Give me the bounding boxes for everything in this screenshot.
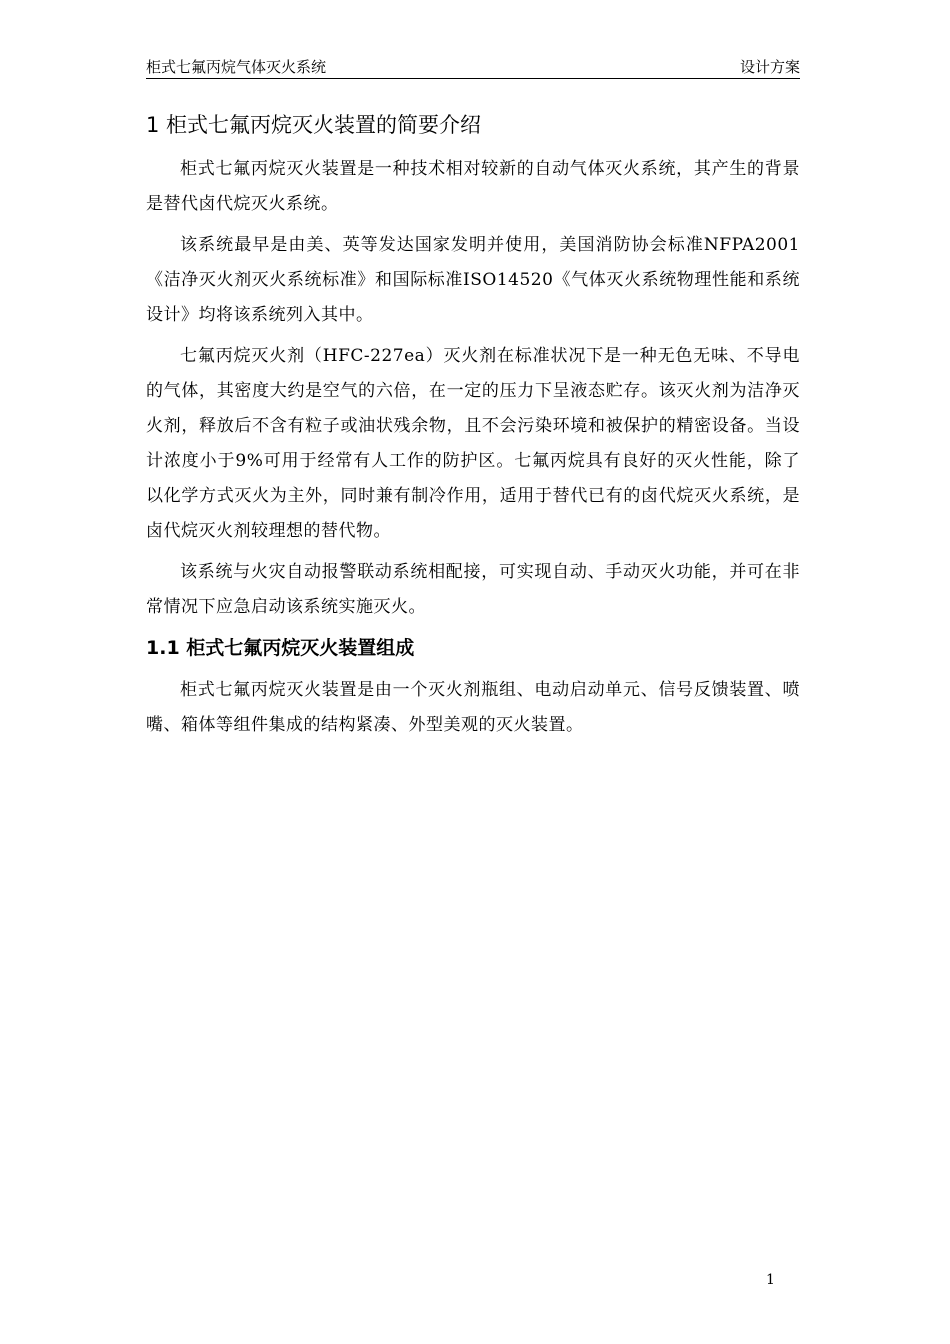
header-document-type: 设计方案 xyxy=(739,58,800,76)
section-1-paragraph-3: 七氟丙烷灭火剂（HFC-227ea）灭火剂在标准状况下是一种无色无味、不导电的气体，其密度大约是空气的六倍，在一定的压力下呈液态贮存。该灭火剂为洁净灭火剂，释放后不含有粒子或油状残余物，且不会污染环境和被保护的精密设备。当设计浓度小于9%可用于经常有人工作的防护区。七氟丙烷具有良好的灭火性能，除了以化学方式灭火为主外，同时兼有制冷作用，适用于替代已有的卤代烷灭火系统，是卤代烷灭火剂较理想的替代物。 xyxy=(146,346,800,541)
page-body xyxy=(146,110,800,749)
section-1-paragraph-4: 该系统与火灾自动报警联动系统相配接，可实现自动、手动灭火功能，并可在非常情况下应急启动该系统实施灭火。 xyxy=(146,562,800,617)
section-1-paragraph-1: 柜式七氟丙烷灭火装置是一种技术相对较新的自动气体灭火系统，其产生的背景是替代卤代烷灭火系统。 xyxy=(146,159,800,214)
page-footer xyxy=(0,1272,950,1296)
section-1-1-heading: 1.1 柜式七氟丙烷灭火装置组成 xyxy=(146,637,415,659)
page-number: 1 xyxy=(766,1272,775,1288)
page-header xyxy=(146,56,800,79)
section-1-1-paragraph-1: 柜式七氟丙烷灭火装置是由一个灭火剂瓶组、电动启动单元、信号反馈装置、喷嘴、箱体等组件集成的结构紧凑、外型美观的灭火装置。 xyxy=(146,680,800,735)
section-1-heading: 1 柜式七氟丙烷灭火装置的简要介绍 xyxy=(146,113,482,137)
section-1-paragraph-2: 该系统最早是由美、英等发达国家发明并使用，美国消防协会标准NFPA2001《洁净灭火剂灭火系统标准》和国际标准ISO14520《气体灭火系统物理性能和系统设计》均将该系统列入其中。 xyxy=(146,235,800,325)
header-document-title: 柜式七氟丙烷气体灭火系统 xyxy=(146,58,327,76)
